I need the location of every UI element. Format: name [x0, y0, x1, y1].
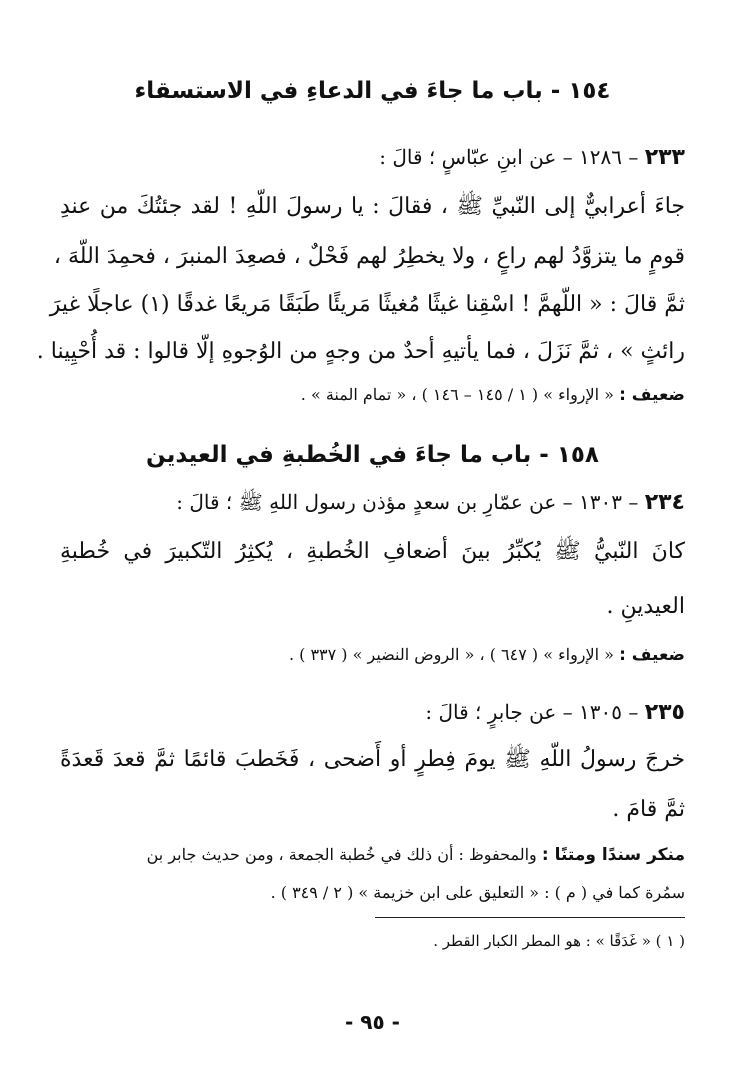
hadith-235-grade-text-1: والمحفوظ : أن ذلك في خُطبة الجمعة ، ومن حديث جابر بن [146, 845, 537, 864]
hadith-235-line-1: خرجَ رسولُ اللّهِ ﷺ يومَ فِطرٍ أو أَضحى ، فَخَطبَ قائمًا ثمَّ قعدَ قَعدَةً [60, 747, 685, 772]
hadith-233-number: ٢٣٣ [644, 145, 685, 170]
hadith-234-grade-ref: « الإرواء » ( ٦٤٧ ) ، « الروض النضير » ( ٣٣٧ ) . [288, 645, 614, 664]
hadith-233-header [60, 145, 685, 170]
hadith-234-number: ٢٣٤ [644, 490, 685, 515]
hadith-234-chain: – ١٣٠٣ – عن عمّارِ بن سعدٍ مؤذن رسول اللهِ ﷺ ؛ قالَ : [176, 490, 639, 514]
hadith-233-line-2: قومٍ ما يتزوَّدُ لهم راعٍ ، ولا يخطِرُ لهم فَحْلٌ ، فصعِدَ المنبرَ ، فحمِدَ اللّهَ ، [53, 244, 685, 269]
hadith-233-line-3: ثمَّ قالَ : « اللّهمَّ ! اسْقِنا غيثًا مُغيثًا مَريئًا طَبَقًا مَريعًا غدقًا (١) عاجلًا غيرَ [49, 292, 685, 317]
hadith-233-chain: – ١٢٨٦ – عن ابنِ عبّاسٍ ؛ قالَ : [379, 145, 639, 169]
hadith-234-line-2: العيدينِ . [606, 594, 685, 619]
hadith-233-grade [60, 385, 685, 405]
hadith-233-grade-ref: « الإرواء » ( ١ / ١٤٥ – ١٤٦ ) ، « تمام المنة » . [300, 385, 614, 404]
page-number: - ٩٥ - [345, 1010, 400, 1034]
footnote-divider [375, 917, 685, 918]
hadith-235-chain: – ١٣٠٥ – عن جابرٍ ؛ قالَ : [425, 700, 639, 724]
hadith-235-grade-line-2: سمُرة كما في ( م ) : « التعليق على ابن خزيمة » ( ٢ / ٣٤٩ ) . [270, 883, 685, 902]
footnote: ( ١ ) « غَدَقًا » : هو المطر الكبار القطر . [433, 932, 685, 950]
hadith-234-line-1: كانَ النّبيُّ ﷺ يُكبِّرُ بينَ أضعافِ الخُطبةِ ، يُكثِرُ التّكبيرَ في خُطبةِ [60, 539, 685, 564]
hadith-233-line-4: رائثٍ » ، ثمَّ نَزَلَ ، فما يأتيهِ أحدٌ من وجهٍ من الوُجوهِ إلّا قالوا : قد أُحْيِينا . [36, 339, 685, 364]
hadith-233-line-1: جاءَ أعرابيٌّ إلى النّبيِّ ﷺ ، فقالَ : يا رسولَ اللّهِ ! لقد جئتُكَ من عندِ [60, 194, 685, 219]
chapter-heading-158: ١٥٨ - باب ما جاءَ في الخُطبةِ في العيدين [146, 442, 599, 468]
hadith-234-grade-label: ضعيف : [619, 645, 685, 665]
hadith-235-number: ٢٣٥ [644, 700, 685, 725]
chapter-heading-154: ١٥٤ - باب ما جاءَ في الدعاءِ في الاستسقاء [134, 78, 611, 104]
hadith-235-grade [60, 845, 685, 865]
hadith-234-grade [60, 645, 685, 665]
hadith-235-line-2: ثمَّ قامَ . [612, 797, 685, 822]
hadith-234-header [60, 490, 685, 519]
hadith-235-header [60, 700, 685, 725]
hadith-235-grade-label: منكر سندًا ومتنًا : [541, 845, 685, 865]
hadith-233-grade-label: ضعيف : [619, 385, 685, 405]
